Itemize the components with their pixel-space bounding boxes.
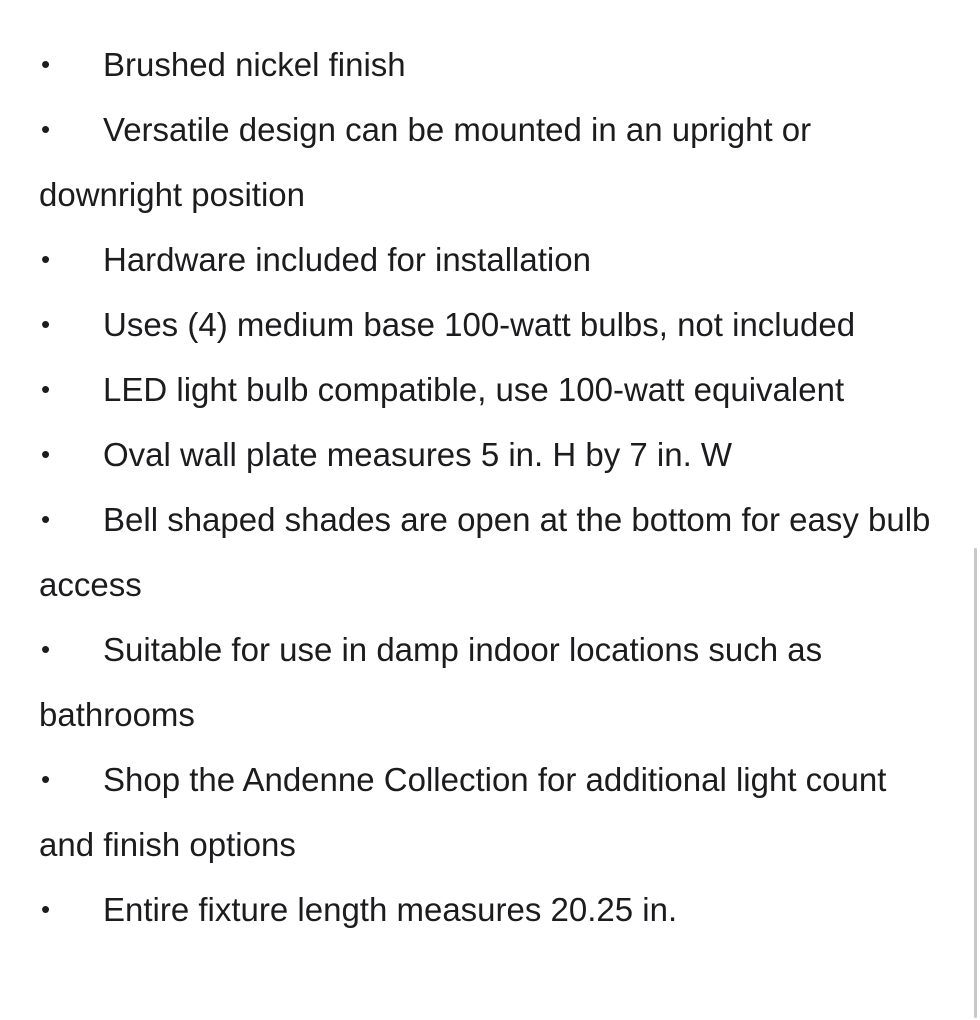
feature-item	[39, 877, 949, 942]
feature-text: Bell shaped shades are open at the bottom for easy bulb access	[39, 501, 931, 603]
feature-item	[39, 97, 949, 227]
bullet-icon: •	[41, 244, 51, 274]
feature-item	[39, 422, 949, 487]
feature-item	[39, 617, 949, 747]
feature-text: Versatile design can be mounted in an upright or downright position	[39, 111, 812, 213]
feature-item	[39, 292, 949, 357]
feature-text: Entire fixture length measures 20.25 in.	[103, 891, 678, 928]
bullet-icon: •	[41, 439, 51, 469]
feature-list	[39, 32, 949, 942]
feature-text: Suitable for use in damp indoor locations such as bathrooms	[39, 631, 823, 733]
feature-item	[39, 32, 949, 97]
feature-item	[39, 747, 949, 877]
feature-item	[39, 357, 949, 422]
bullet-icon: •	[41, 764, 51, 794]
bullet-icon: •	[41, 49, 51, 79]
feature-item	[39, 487, 949, 617]
feature-text: LED light bulb compatible, use 100-watt equivalent	[103, 371, 845, 408]
feature-text: Brushed nickel finish	[103, 46, 406, 83]
feature-item	[39, 227, 949, 292]
bullet-icon: •	[41, 894, 51, 924]
bullet-icon: •	[41, 114, 51, 144]
feature-text: Hardware included for installation	[103, 241, 591, 278]
bullet-icon: •	[41, 634, 51, 664]
feature-text: Uses (4) medium base 100-watt bulbs, not included	[103, 306, 856, 343]
vertical-scrollbar[interactable]	[974, 548, 977, 1018]
bullet-icon: •	[41, 374, 51, 404]
feature-text: Shop the Andenne Collection for additional light count and finish options	[39, 761, 887, 863]
bullet-icon: •	[41, 309, 51, 339]
feature-text: Oval wall plate measures 5 in. H by 7 in. W	[103, 436, 733, 473]
bullet-icon: •	[41, 504, 51, 534]
